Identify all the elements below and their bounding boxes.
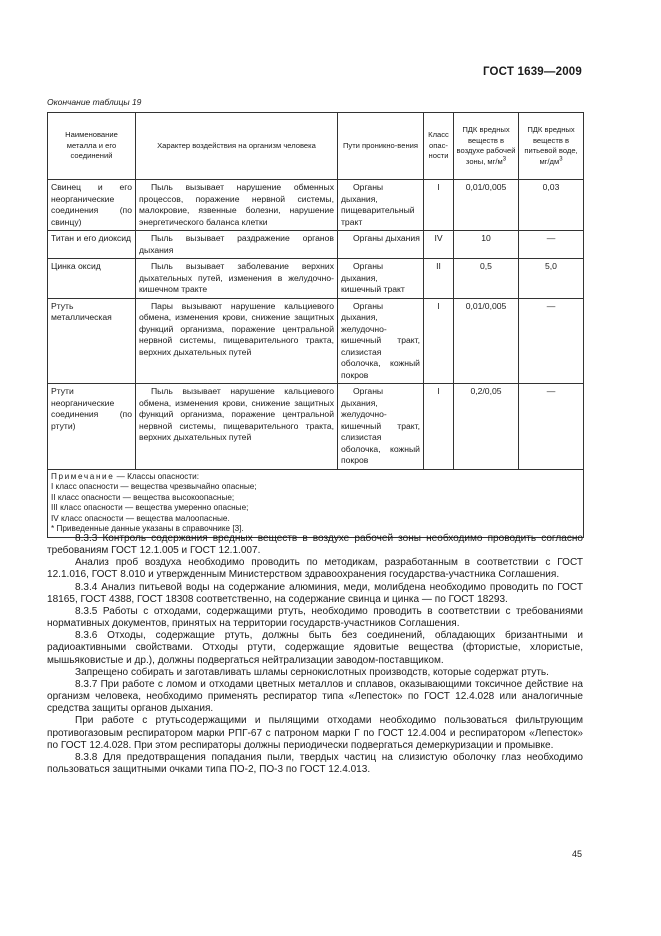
cell-effect: Пары вызывают нарушение кальциевого обмена, изменения крови, снижение защитных функций организма, поражение центральной нервной системы, пищеварительного тракта, верхних дыхательных путей — [136, 298, 338, 384]
cell-name: Титан и его диоксид — [48, 231, 136, 259]
cell-class: I — [424, 298, 454, 384]
cell-water-limit: — — [519, 384, 584, 470]
col-header-name: Наименование металла и его соединений — [48, 113, 136, 180]
table-caption: Окончание таблицы 19 — [47, 97, 142, 107]
cell-water-limit: 5,0 — [519, 259, 584, 299]
cell-effect: Пыль вызывает раздражение органов дыхания — [136, 231, 338, 259]
table-row — [48, 259, 584, 299]
paragraph: 8.3.8 Для предотвращения попадания пыли, твердых частиц на слизистую оболочку глаз необходимо пользоваться защитными очками типа ПО-2, ПО-3 по ГОСТ 12.4.013. — [47, 751, 583, 775]
cell-water-limit: 0,03 — [519, 180, 584, 231]
cell-path: Органы дыхания, желудочно-кишечный тракт, слизистая оболочка, кожный покров — [338, 298, 424, 384]
paragraph: 8.3.6 Отходы, содержащие ртуть, должны быть без соединений, обладающих бризантными и радиоактивными свойствами. Отходы ртути, содержащие ядовитые вещества (фтористые, хлористые, мышьяковистые и др.), должны подвергаться нейтрализации заводом-поставщиком. — [47, 630, 583, 666]
cell-air-limit: 10 — [454, 231, 519, 259]
note-label: Примечание — [51, 471, 115, 481]
cell-class: I — [424, 180, 454, 231]
cell-name: Цинка оксид — [48, 259, 136, 299]
note-heading — [51, 472, 580, 483]
cell-air-limit: 0,01/0,005 — [454, 298, 519, 384]
paragraph: 8.3.5 Работы с отходами, содержащими ртуть, необходимо проводить в соответствии с требованиями нормативных документов, принятых на территории государств-участников Соглашения. — [47, 605, 583, 630]
paragraph: При работе с ртутьсодержащими и пылящими отходами необходимо пользоваться фильтрующим противогазовым респиратором марки РПГ-67 с патроном марки Г по ГОСТ 12.4.004 и респиратором «Лепесток» по ГОСТ 12.4.028. При этом респираторы должны периодически подвергаться демеркуризации и промывке. — [47, 715, 583, 751]
note-line: * Приведенные данные указаны в справочнике [3]. — [51, 524, 244, 534]
table-header-row — [48, 113, 584, 180]
cell-water-limit: — — [519, 231, 584, 259]
col-header-path: Пути проникно-вения — [338, 113, 424, 180]
cell-class: IV — [424, 231, 454, 259]
paragraph: 8.3.3 Контроль содержания вредных веществ в воздухе рабочей зоны необходимо проводить согласно требованиям ГОСТ 12.1.005 и ГОСТ 12.1.007. — [47, 533, 583, 557]
cell-air-limit: 0,01/0,005 — [454, 180, 519, 231]
cell-name: Ртути неорганические соединения (по ртути) — [48, 384, 136, 470]
col-header-class: Класс опас-ности — [424, 113, 454, 180]
paragraph: Запрещено собирать и заготавливать шламы сернокислотных производств, которые содержат ртуть. — [75, 666, 549, 678]
paragraph: 8.3.7 При работе с ломом и отходами цветных металлов и сплавов, оказывающими токсичное действие на организм человека, необходимо применять респиратор типа «Лепесток» по ГОСТ 12.4.028 или аналогичные средства защиты органов дыхания. — [47, 678, 583, 715]
cell-path: Органы дыхания — [338, 231, 424, 259]
hazard-table — [47, 112, 584, 538]
cell-air-limit: 0,2/0,05 — [454, 384, 519, 470]
note-line: IV класс опасности — вещества малоопасные. — [51, 513, 230, 523]
table-row — [48, 298, 584, 384]
col-header-effect: Характер воздействия на организм человека — [136, 113, 338, 180]
paragraph: Анализ проб воздуха необходимо проводить по методикам, разработанным в соответствии с ГОСТ 12.1.016, ГОСТ 8.010 и утвержденным Министерством здравоохранения государства-участника Соглашения. — [47, 557, 583, 581]
cell-class: I — [424, 384, 454, 470]
note-line: II класс опасности — вещества высокоопасные; — [51, 492, 235, 502]
cell-effect: Пыль вызывает нарушение обменных процессов, поражение нервной системы, малокровие, язвенные болезни, нарушение энергетического баланса клетки — [136, 180, 338, 231]
cell-name: Свинец и его неорганические соединения (по свинцу) — [48, 180, 136, 231]
cell-air-limit: 0,5 — [454, 259, 519, 299]
cell-path: Органы дыхания, кишечный тракт — [338, 259, 424, 299]
cell-effect: Пыль вызывает нарушение кальциевого обмена, изменения крови, снижение защитных функций организма, поражение центральной нервной системы, пищеварительного тракта, верхних дыхательных путей — [136, 384, 338, 470]
standard-header: ГОСТ 1639—2009 — [482, 66, 582, 78]
cell-effect: Пыль вызывает заболевание верхних дыхательных путей, изменения в желудочно-кишечном тракте — [136, 259, 338, 299]
cell-water-limit: — — [519, 298, 584, 384]
table-row — [48, 384, 584, 470]
col-header-water-limit: ПДК вредных веществ в питьевой воде, $мг/дм^3$ — [519, 113, 584, 180]
col-header-air-limit: ПДК вредных веществ в воздухе рабочей зоны, $мг/м^3$ — [454, 113, 519, 180]
body-text — [47, 533, 583, 776]
note-line: III класс опасности — вещества умеренно опасные; — [51, 503, 249, 513]
table-row — [48, 231, 584, 259]
cell-name: Ртуть металлическая — [48, 298, 136, 384]
page-number: 45 — [571, 849, 582, 859]
cell-class: II — [424, 259, 454, 299]
table-note — [48, 469, 584, 538]
table-note-row — [48, 469, 584, 538]
note-intro: — Классы опасности: — [114, 471, 199, 481]
table-row — [48, 180, 584, 231]
cell-path: Органы дыхания, пищеварительный тракт — [338, 180, 424, 231]
paragraph: 8.3.4 Анализ питьевой воды на содержание алюминия, меди, молибдена необходимо проводить по ГОСТ 18165, ГОСТ 4388, ГОСТ 18308 соответственно, на содержание свинца и цинка — по ГОСТ 18293. — [47, 581, 583, 605]
note-line: I класс опасности — вещества чрезвычайно опасные; — [51, 482, 257, 492]
cell-path: Органы дыхания, желудочно-кишечный тракт, слизистая оболочка, кожный покров — [338, 384, 424, 470]
